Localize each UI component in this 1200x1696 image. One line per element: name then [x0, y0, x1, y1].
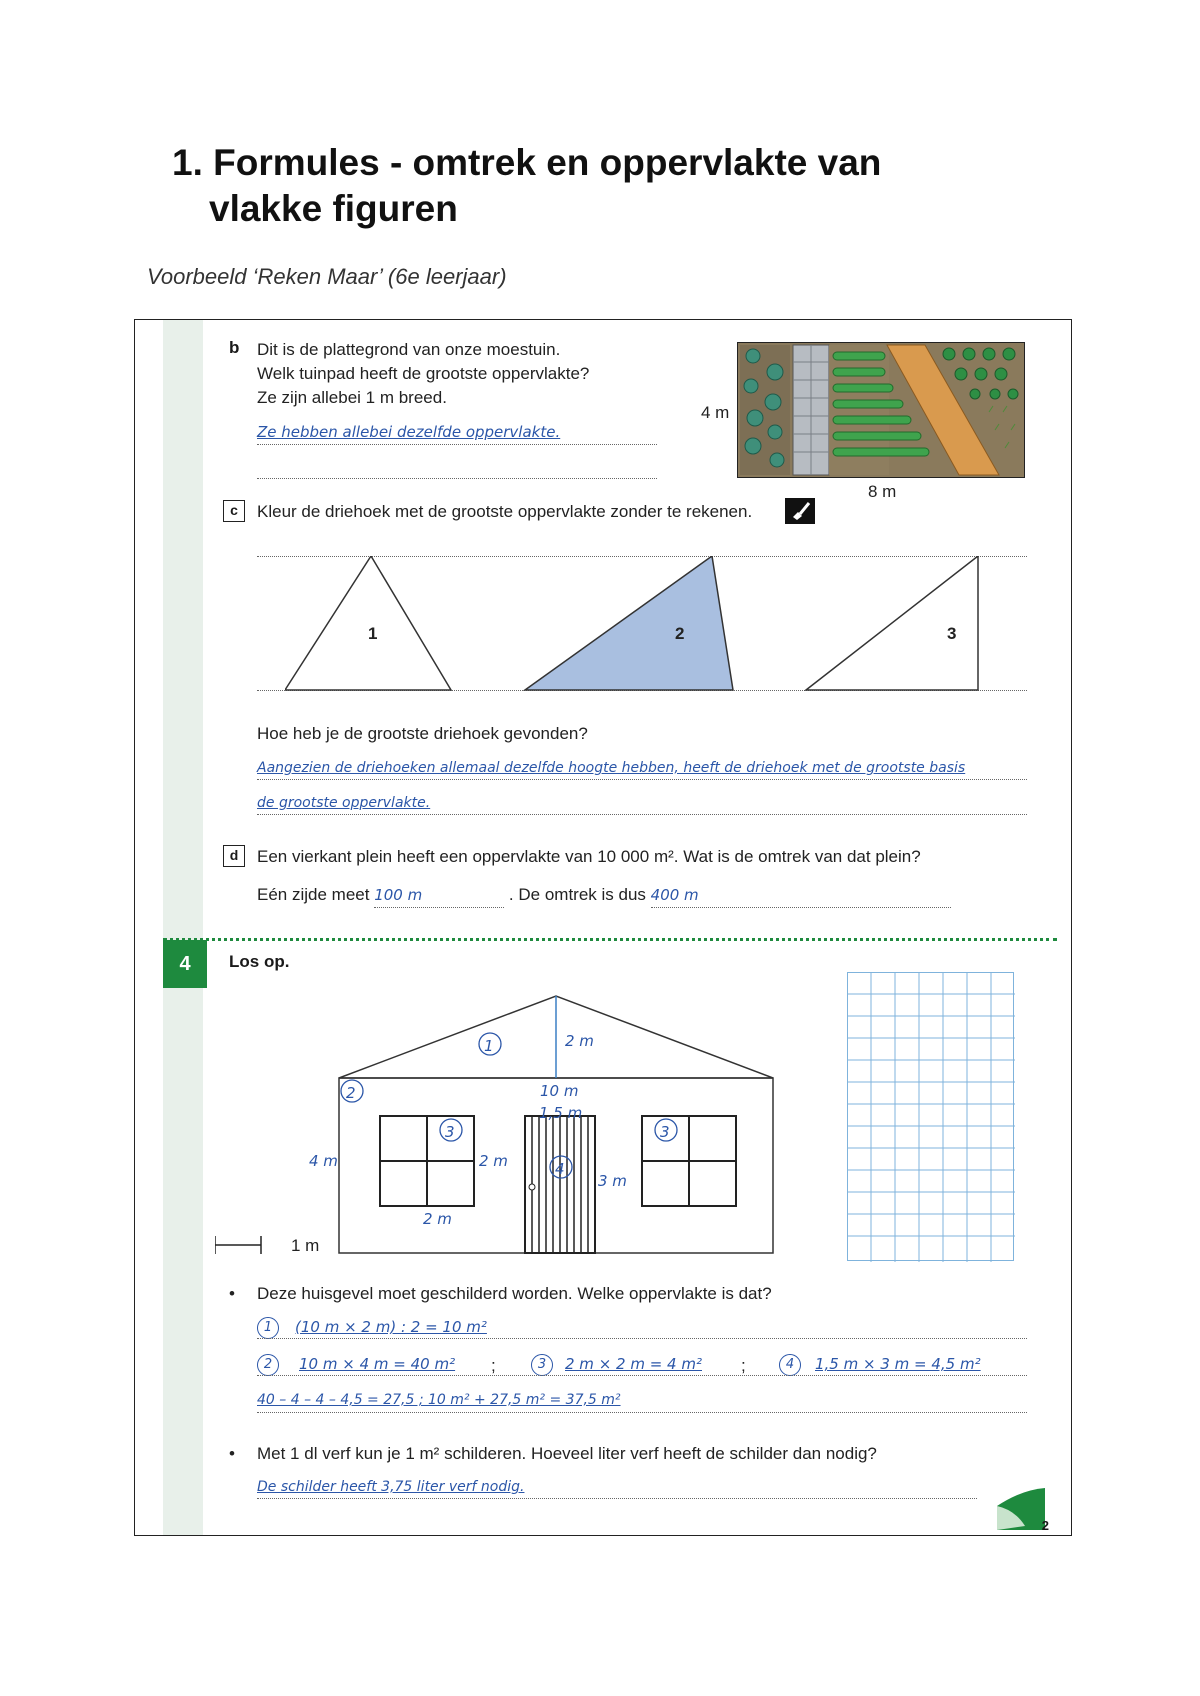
answer-line: [257, 1338, 1027, 1339]
part-c-answer-1[interactable]: Aangezien de driehoeken allemaal dezelfde hoogte hebben, heeft de driehoek met de grootste basis: [257, 760, 966, 776]
wall-height-label: 4 m: [309, 1152, 338, 1170]
answer-line: [257, 814, 1027, 815]
part-d-answer-row: [257, 883, 951, 908]
calc4-answer[interactable]: 1,5 m × 3 m = 4,5 m²: [815, 1355, 981, 1373]
part-c-answer-2[interactable]: de grootste oppervlakte.: [257, 795, 431, 811]
worksheet-frame: [134, 319, 1072, 1536]
garden-plan-image: [737, 342, 1025, 478]
perimeter-label: . De omtrek is dus: [508, 885, 646, 904]
window-width-label: 2 m: [423, 1210, 452, 1228]
bullet2-question: Met 1 dl verf kun je 1 m² schilderen. Hoeveel liter verf heeft de schilder dan nodig?: [257, 1444, 877, 1463]
calc1-number: 1: [257, 1317, 279, 1339]
part-c-instruction: Kleur de driehoek met de grootste oppervlakte zonder te rekenen.: [257, 502, 753, 521]
answer-line: [257, 1412, 1027, 1413]
part-b-line3: Ze zijn allebei 1 m breed.: [257, 388, 447, 407]
exercise-number-badge: 4: [163, 940, 207, 988]
region-3b-number: 3: [660, 1123, 670, 1141]
part-c-question: Hoe heb je de grootste driehoek gevonden?: [257, 724, 588, 743]
calc3-answer[interactable]: 2 m × 2 m = 4 m²: [565, 1355, 702, 1373]
answer-line: [257, 779, 1027, 780]
squared-grid: [847, 972, 1015, 1262]
answer-line: [257, 444, 657, 445]
calc-total-answer[interactable]: 40 – 4 – 4 – 4,5 = 27,5 ; 10 m² + 27,5 m² = 37,5 m²: [257, 1392, 621, 1408]
region-2-number: 2: [346, 1084, 356, 1102]
bullet-marker: •: [229, 1284, 235, 1303]
width-label: 10 m: [540, 1082, 579, 1100]
part-b-letter: b: [229, 338, 240, 357]
bullet-marker: •: [229, 1444, 235, 1463]
section-separator: [163, 938, 1057, 941]
calc4-number: 4: [779, 1354, 801, 1376]
part-d-letter: d: [223, 845, 245, 867]
bullet2-answer[interactable]: De schilder heeft 3,75 liter verf nodig.: [257, 1479, 525, 1495]
calc2-answer[interactable]: 10 m × 4 m = 40 m²: [299, 1355, 456, 1373]
bullet1-question: Deze huisgevel moet geschilderd worden. Welke oppervlakte is dat?: [257, 1284, 772, 1303]
calc1-answer[interactable]: (10 m × 2 m) : 2 = 10 m²: [295, 1318, 487, 1336]
region-4-number: 4: [555, 1160, 565, 1178]
garden-width-label: 8 m: [868, 482, 897, 501]
answer-line: [257, 1498, 977, 1499]
triangle-3-label: 3: [947, 624, 957, 643]
part-b-line2: Welk tuinpad heeft de grootste oppervlakte?: [257, 364, 590, 383]
page-number: 2: [1041, 1518, 1049, 1533]
page-title: [172, 140, 881, 232]
part-b-answer[interactable]: Ze hebben allebei dezelfde oppervlakte.: [257, 423, 561, 441]
scale-label: 1 m: [291, 1236, 320, 1255]
subtitle: Voorbeeld ‘Reken Maar’ (6e leerjaar): [147, 264, 507, 289]
window-height-label: 2 m: [479, 1152, 508, 1170]
region-1-number: 1: [484, 1037, 494, 1055]
exercise-title: Los op.: [229, 952, 290, 971]
calc2-number: 2: [257, 1354, 279, 1376]
part-c-letter: c: [223, 500, 245, 522]
separator-1: ;: [491, 1356, 496, 1375]
triangles-figure: [285, 556, 1005, 692]
coloring-icon: [785, 498, 815, 524]
roof-height-label: 2 m: [565, 1032, 594, 1050]
house-facade-figure: [215, 990, 795, 1260]
answer-line: [257, 478, 657, 479]
region-3a-number: 3: [445, 1123, 455, 1141]
part-b-line1: Dit is de plattegrond van onze moestuin.: [257, 340, 561, 359]
triangle-2: [525, 556, 733, 690]
side-label: Eén zijde meet: [257, 885, 370, 904]
title-line-2: vlakke figuren: [209, 188, 458, 229]
garden-height-label: 4 m: [701, 403, 730, 422]
perimeter-answer[interactable]: 400 m: [651, 883, 951, 908]
answer-line: [257, 1375, 1027, 1376]
separator-2: ;: [741, 1356, 746, 1375]
margin-strip: [163, 320, 203, 1535]
triangle-2-label: 2: [675, 624, 685, 643]
calc3-number: 3: [531, 1354, 553, 1376]
door-width-label: 1,5 m: [539, 1104, 583, 1122]
triangle-1-label: 1: [368, 624, 378, 643]
title-line-1: 1. Formules - omtrek en oppervlakte van: [172, 142, 882, 183]
part-d-question: Een vierkant plein heeft een oppervlakte van 10 000 m². Wat is de omtrek van dat plein?: [257, 847, 921, 866]
side-answer[interactable]: 100 m: [374, 883, 504, 908]
door-height-label: 3 m: [598, 1172, 627, 1190]
